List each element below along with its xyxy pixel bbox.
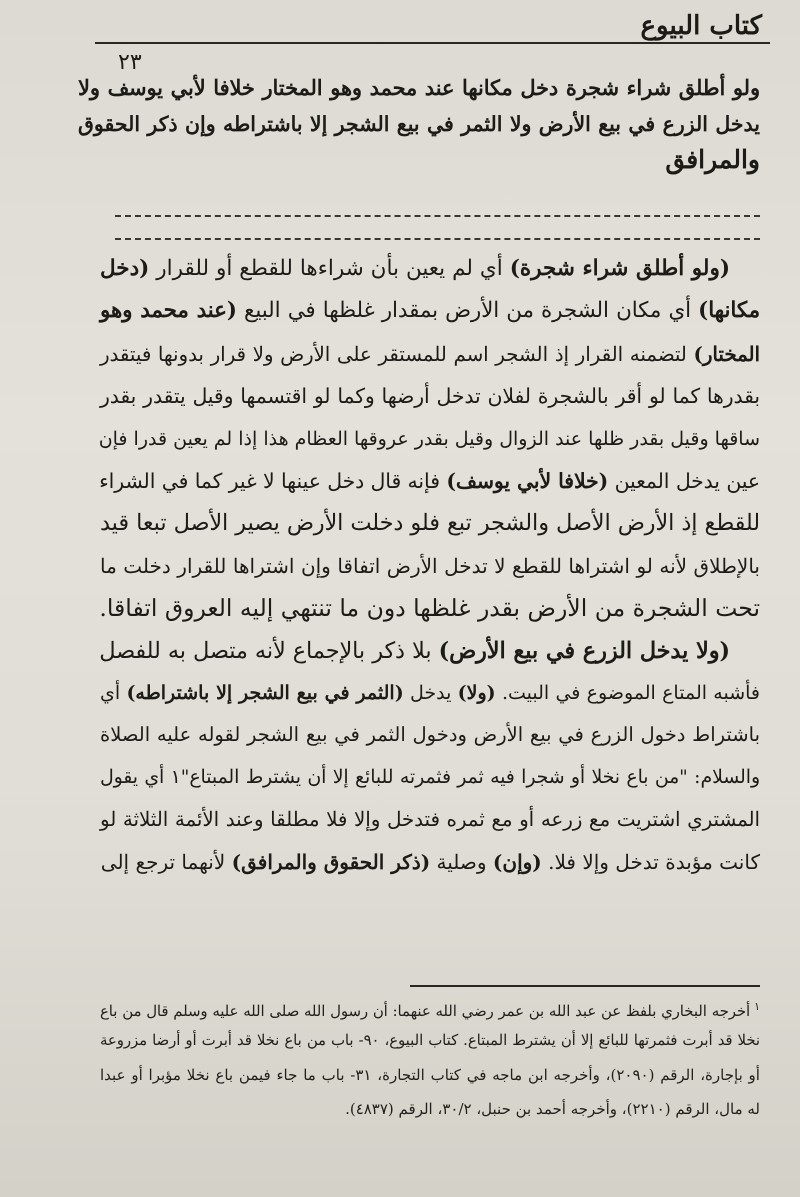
footnote-line: نخلا قد أبرت فثمرتها للبائع إلا أن يشترط المبتاع. كتاب البيوع، ٩٠- باب من باع نخلا قد أبرت أو أرضا مزروعة [100, 1032, 760, 1049]
commentary-line [100, 757, 760, 799]
commentary-text: كانت مؤبدة تدخل وإلا فلا. [541, 850, 760, 875]
commentary-line [100, 502, 760, 544]
commentary-line [100, 460, 760, 502]
commentary-line [100, 333, 760, 375]
matn-quote: (ولا) [457, 681, 496, 704]
commentary-line [100, 630, 760, 672]
matn-quote: المختار) [693, 341, 760, 366]
header-rule [95, 42, 770, 44]
commentary-text: تحت الشجرة من الأرض بقدر غلظها دون ما تنتهي إليه العروق اتفاقا. [99, 594, 760, 623]
matn-quote: (ذكر الحقوق والمرافق) [231, 850, 431, 875]
matn-quote: (عند محمد وهو [100, 298, 237, 324]
matn-quote: (دخل [100, 256, 150, 281]
commentary-line [100, 672, 760, 714]
commentary-text: أي مكان الشجرة من الأرض بمقدار غلظها في البيع [236, 298, 699, 324]
commentary-text: أي [100, 681, 127, 704]
commentary-text: للقطع إذ الأرض الأصل والشجر تبع فلو دخلت الأرض يصير الأصل تبعا قيد [100, 510, 760, 537]
commentary-line [100, 248, 760, 290]
matn-line: والمرافق [665, 145, 760, 174]
footnote-line [100, 990, 760, 1024]
commentary-text: والسلام: "من باع نخلا أو شجرا فيه ثمر فثمرته للبائع إلا أن يشترط المبتاع"١ أي يقول [100, 766, 760, 788]
commentary-text: لأنهما ترجع إلى [100, 850, 232, 875]
commentary-line [100, 545, 760, 587]
commentary-line [100, 290, 760, 332]
matn-quote: مكانها) [698, 298, 760, 324]
commentary-block [100, 248, 760, 884]
commentary-text: باشتراط دخول الزرع في بيع الأرض ودخول الثمر في بيع الشجر لقوله عليه الصلاة [100, 723, 760, 747]
footnote-text: أخرجه البخاري بلفظ عن عبد الله بن عمر رضي الله عنهما: أن رسول الله صلى الله عليه وسلم قال من باع [100, 1002, 751, 1020]
matn-quote: (ولو أطلق شراء شجرة) [509, 256, 730, 281]
commentary-line [100, 841, 760, 883]
commentary-text: عين يدخل المعين [608, 468, 760, 493]
commentary-text: فأشبه المتاع الموضوع في البيت. [495, 681, 760, 704]
commentary-text: لتضمنه القرار إذ الشجر اسم للمستقر على الأرض ولا قرار بدونها فيتقدر [100, 342, 694, 366]
commentary-line [100, 714, 760, 756]
commentary-text: بقدرها كما لو أقر بالشجرة لفلان تدخل أرضها وكما لو اقتسمها وقيل يتقدر بقدر [100, 384, 760, 409]
matn-line: ولو أطلق شراء شجرة دخل مكانها عند محمد وهو المختار خلافا لأبي يوسف ولا [78, 76, 760, 100]
page-number: ٢٣ [118, 50, 142, 75]
commentary-text: فإنه قال دخل عينها لا غير كما في الشراء [99, 468, 447, 493]
footnote-marker: ١ [754, 1000, 760, 1013]
matn-quote: (خلافا لأبي يوسف) [446, 468, 609, 493]
commentary-text: ساقها وقيل بقدر ظلها عند الزوال وقيل بقدر عروقها العظام هذا إذا لم يعين قدرا فإن [98, 427, 760, 450]
commentary-line [100, 375, 760, 417]
matn-block [78, 70, 760, 178]
commentary-text: يدخل [403, 681, 458, 704]
footnote-line: أو بإجارة، الرقم (٢٠٩٠)، وأخرجه ابن ماجه في كتاب التجارة، ٣١- باب ما جاء فيمن باع نخلا مؤبرا أو عبدا [100, 1066, 760, 1084]
footnotes-block [100, 990, 760, 1126]
commentary-text: وصلية [430, 850, 493, 875]
commentary-text: أي لم يعين بأن شراءها للقطع أو للقرار [149, 256, 510, 281]
commentary-line [100, 799, 760, 841]
matn-line: يدخل الزرع في بيع الأرض ولا الثمر في بيع الشجر إلا باشتراطه وإن ذكر الحقوق [78, 112, 760, 136]
separator-dashed-rule [115, 238, 760, 240]
footnote-line: له مال، الرقم (٢٢١٠)، وأخرجه أحمد بن حنبل، ٣٠/٢، الرقم (٤٨٣٧). [345, 1100, 760, 1118]
commentary-text: المشتري اشتريت مع زرعه أو مع ثمره فتدخل وإلا فلا مطلقا وعند الأئمة الثلاثة لو [100, 808, 760, 832]
separator-dashed-rule [115, 215, 760, 217]
commentary-line [100, 418, 760, 460]
matn-quote: (الثمر في بيع الشجر إلا باشتراطه) [126, 681, 404, 704]
running-title: كتاب البيوع [640, 11, 762, 41]
commentary-text: بالإطلاق لأنه لو اشتراها للقطع لا تدخل الأرض اتفاقا وإن اشتراها للقرار دخلت ما [100, 553, 760, 578]
matn-quote: (وإن) [492, 850, 542, 875]
matn-quote: (ولا يدخل الزرع في بيع الأرض) [438, 637, 730, 664]
commentary-text: بلا ذكر بالإجماع لأنه متصل به للفصل [99, 637, 439, 664]
footnote-rule [410, 985, 760, 987]
commentary-line [100, 587, 760, 629]
